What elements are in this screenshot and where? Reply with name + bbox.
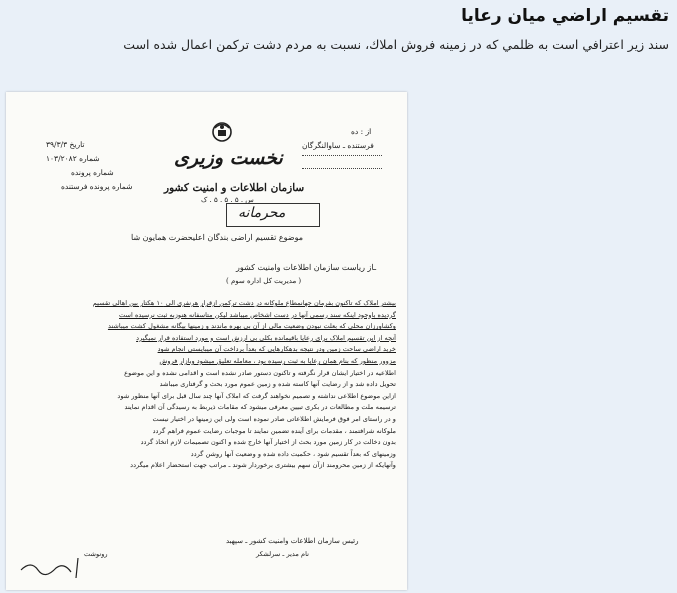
body-line: تحویل داده شد و از رضایت آنها کاسته شده و زمین عموم مورد بحث و گرفتاری میباشد bbox=[159, 380, 396, 389]
org-name: سازمان اطلاعات و امنیت کشور bbox=[164, 182, 305, 194]
body-line: بدون دخالت در کار زمین مورد بحث از اختیار آنها خارج شده و اکنون تصمیمات لازم اتخاذ گردد bbox=[140, 438, 396, 447]
page-subtitle: سند زير اعترافي است به ظلمي كه در زمينه فروش املاك، نسبت به مردم دشت تركمن اعمال شده است bbox=[123, 37, 669, 52]
number-field: شماره ۱۰۳/۲۰۸۲ bbox=[46, 154, 100, 163]
body-line: ترسیمه ملت و مطالعات در بکری تبیین معرفی میشود که مقامات ذیربط به رسیدگی آن اقدام نمایند bbox=[124, 403, 396, 412]
copy-field: از : ده bbox=[351, 127, 372, 136]
org-reference: س . ۵ . ۵ . ۵ . ک bbox=[201, 196, 254, 204]
dotted-line bbox=[302, 155, 382, 156]
body-line: ازاین موضوع اطلاعی نداشته و تصمیم نخواهند گرفت که املاک آنها چند سال قبل برای آنها منظور شود bbox=[117, 391, 396, 400]
body-line: خرید اراضی ساحت زمین ودر نتیجه بدهکارهایی که بعداً برداخت آن میبایستی انجام شود bbox=[157, 345, 396, 354]
signature-name: نام مدیر ـ سرلشکر bbox=[256, 550, 309, 558]
body-line: آنچه از این تقسیم املاک برای رعایا باقیمانده بکلی بی ارزش است و مورد استفاده قرار نمیگیرد bbox=[136, 333, 396, 342]
letterhead-title: نخست وزیری bbox=[174, 147, 283, 169]
file-number-field: شماره پرونده bbox=[71, 168, 114, 177]
body-line: و در راستای امر فوق فرمایش اطلاعاتی صادر نموده است ولی این زمینها در اختیار نیست bbox=[152, 414, 396, 423]
stamp-label: محرمانه bbox=[238, 205, 286, 221]
sender-file-field: شماره پرونده فرستنده bbox=[61, 182, 133, 191]
scanned-document bbox=[6, 92, 407, 590]
body-line: اطلاعیه در اختیار ایشان قرار نگرفته و تاکنون دستور صادر نشده است و اقدامی نشده و این موضوع bbox=[124, 368, 396, 377]
body-line: گردیده باوجود اینکه سند رسمی آنها در دست اشخاص میباشد لیکن متاسفانه هنوزبه ثبت نرسیده است bbox=[119, 310, 396, 319]
page-title: تقسيم اراضي ميان رعايا bbox=[461, 6, 669, 26]
handwritten-signature bbox=[16, 552, 86, 582]
body-line: مزوور منظور که بنام همان رعایا به ثبت رسیده بود ، معامله تعلیق میشود وبازار فروش bbox=[159, 356, 396, 365]
crest-icon bbox=[209, 119, 235, 145]
addressee-line: ـاز ریاست سازمان اطلاعات وامنیت کشور bbox=[236, 263, 377, 272]
signature-title: رئیس سازمان اطلاعات وامنیت کشور ـ سپهبد bbox=[226, 537, 359, 545]
copy-note: رونوشت bbox=[84, 550, 108, 558]
body-line: ملوکانه شرافتمند ، مقدمات برای آینده تضمین نمایند تا موجبات رضایت عموم فراهم گردد bbox=[152, 426, 396, 435]
date-field: تاریخ ۳۹/۳/۳ bbox=[46, 140, 85, 149]
document-body bbox=[16, 298, 396, 472]
sender-field: فرستنده ـ ساوالنگرگان bbox=[302, 141, 374, 150]
body-line: وکشاورزان محلی که بعلت نبودن وضعیت مالی از آن بی بهره ماندند و زمینها بیگانه مشغول کشت میباشند bbox=[107, 322, 396, 331]
subject-line: موضوع تقسیم اراضی بندگان اعلیحضرت همایون شا bbox=[131, 233, 304, 242]
body-line: وزمینهای که بعداً تقسیم شود ، حکمیت داده شده و وضعیت آنها روشن گردد bbox=[190, 449, 396, 458]
dotted-line bbox=[302, 168, 382, 169]
department-line: ( مدیریت کل اداره سوم ) bbox=[226, 277, 302, 285]
body-line: وآنهایکه از زمین محرومند ازآن سهم بیشتری برخوردار شوند ـ مراتب جهت استحضار اعلام میگردد bbox=[130, 461, 396, 470]
body-line: بیشتر املاک که تاکنون بفرمان جهانمطاع ملوکانه در دشت ترکمن ازقرار هرنفری الی ۱۰ هکتار بین اهالی تقسیم bbox=[92, 299, 396, 307]
